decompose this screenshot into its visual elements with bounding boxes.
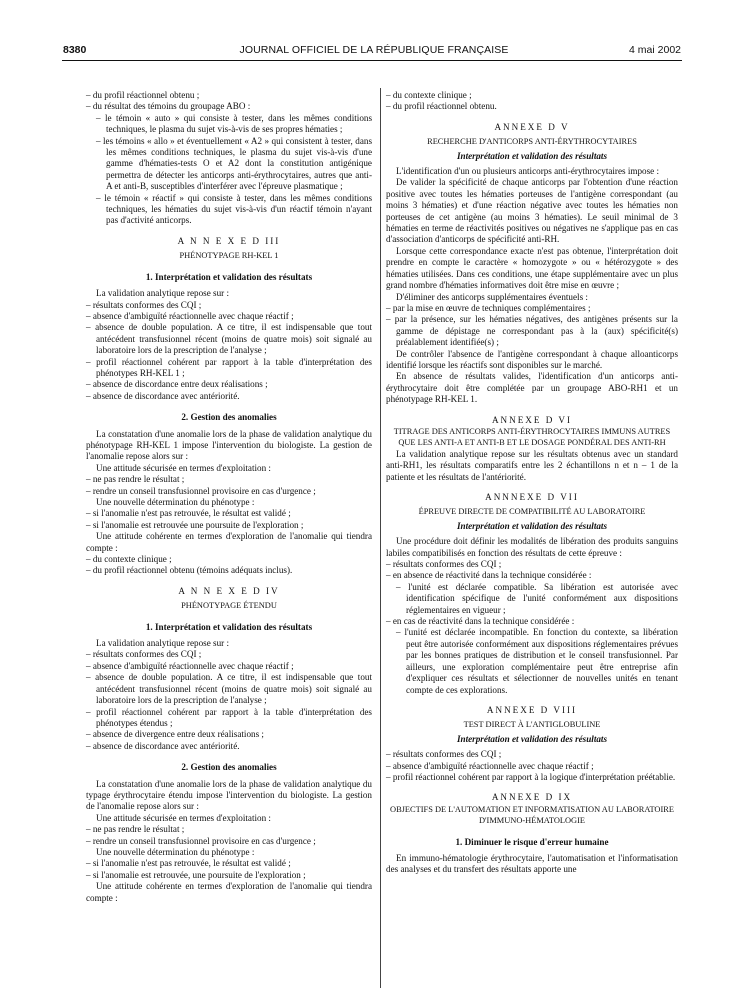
list-item: – profil réactionnel cohérent par rapport à la logique d'interprétation préétablie. bbox=[386, 771, 676, 782]
list-item: – résultats conformes des CQI ; bbox=[86, 299, 202, 310]
list-item: – ne pas rendre le résultat ; bbox=[86, 824, 185, 835]
list-item: – absence d'ambiguïté réactionnelle avec chaque réactif ; bbox=[86, 310, 294, 321]
sub-list-item: – l'unité est déclarée compatible. Sa libération est autorisée avec identification spécifique de l'unité conformément aux dispositions réglementaires en vigueur ; bbox=[396, 581, 678, 615]
annex-subtitle: ÉPREUVE DIRECTE DE COMPATIBILITÉ AU LABORATOIRE bbox=[418, 507, 646, 517]
list-item: – si l'anomalie est retrouvée une poursuite de l'exploration ; bbox=[86, 519, 304, 530]
paragraph: La constatation d'une anomalie lors de la phase de validation analytique du phénotypage RH-KEL 1 impose l'intervention du biologiste. La gestion de l'anomalie repose alors sur : bbox=[86, 428, 372, 462]
list-item: – si l'anomalie n'est pas retrouvée, le résultat est validé ; bbox=[86, 508, 291, 519]
left-column bbox=[86, 90, 372, 904]
paragraph: La validation analytique repose sur : bbox=[96, 288, 230, 299]
list-item: – profil réactionnel cohérent par rapport à la table d'interprétation des phénotypes étendus ; bbox=[86, 706, 372, 728]
annex-subtitle: PHÉNOTYPAGE RH-KEL 1 bbox=[179, 251, 279, 261]
list-item: – absence de discordance entre deux réalisations ; bbox=[86, 379, 268, 390]
list-item: – résultats conformes des CQI ; bbox=[386, 749, 502, 760]
paragraph: Une nouvelle détermination du phénotype : bbox=[96, 846, 255, 857]
list-item: – en absence de réactivité dans la technique considérée : bbox=[386, 570, 592, 581]
paragraph: Une attitude sécurisée en termes d'exploitation : bbox=[96, 812, 271, 823]
list-item: – résultats conformes des CQI ; bbox=[86, 649, 202, 660]
column-separator bbox=[380, 88, 381, 988]
list-item: – profil réactionnel cohérent par rapport à la table d'interprétation des phénotypes RH-KEL 1 ; bbox=[86, 356, 372, 378]
list-item: – rendre un conseil transfusionnel provisoire en cas d'urgence ; bbox=[86, 835, 316, 846]
annex-title: ANNEXE D VI bbox=[491, 414, 573, 425]
paragraph: Une procédure doit définir les modalités de libération des produits sanguins labiles compatibilisés en fonction des résultats de cette épreuve : bbox=[386, 536, 678, 558]
section-subheading: Interprétation et validation des résultats bbox=[456, 733, 608, 744]
list-item: – absence d'ambiguïté réactionnelle avec chaque réactif ; bbox=[86, 660, 294, 671]
paragraph: La constatation d'une anomalie lors de la phase de validation analytique du typage érythrocytaire étendu impose l'intervention du biologiste. La gestion de l'anomalie repose alors sur : bbox=[86, 778, 372, 812]
paragraph: Lorsque cette correspondance exacte n'est pas obtenue, l'interprétation doit prendre en compte le caractère « homozygote » ou « hétérozygote » des hématies utilisées. Dans ces conditions, une étape supplémentaire avec un plus grand nombre d'hématies informatives doit être mise en œuvre ; bbox=[386, 245, 678, 291]
list-item: – si l'anomalie est retrouvée, une poursuite de l'exploration ; bbox=[86, 869, 306, 880]
list-item: – du contexte clinique ; bbox=[86, 554, 172, 565]
page-header bbox=[0, 0, 748, 62]
annex-title: A N N E X E D IV bbox=[178, 585, 280, 596]
annex-title: ANNEXE D IX bbox=[491, 792, 573, 803]
list-item: – ne pas rendre le résultat ; bbox=[86, 474, 185, 485]
list-item: – si l'anomalie n'est pas retrouvée, le résultat est validé ; bbox=[86, 858, 291, 869]
sub-list-item: – le témoin « réactif » qui consiste à tester, dans les mêmes conditions techniques, les hématies du sujet vis-à-vis d'un réactif témoin n'ayant pas d'activité anticorps. bbox=[96, 192, 372, 226]
annex-subtitle: PHÉNOTYPAGE ÉTENDU bbox=[181, 601, 277, 611]
list-item: – du profil réactionnel obtenu ; bbox=[86, 90, 200, 100]
annex-subtitle: OBJECTIFS DE L'AUTOMATION ET INFORMATISATION AU LABORATOIRE D'IMMUNO-HÉMATOLOGIE bbox=[390, 804, 674, 826]
header-rule bbox=[62, 60, 682, 61]
section-subheading: Interprétation et validation des résultats bbox=[456, 520, 608, 531]
section-heading: 1. Diminuer le risque d'erreur humaine bbox=[455, 836, 609, 847]
list-item: – absence de divergence entre deux réalisations ; bbox=[86, 729, 264, 740]
sub-list-item: – les témoins « allo » et éventuellement « A2 » qui consistent à tester, dans les mêmes conditions techniques, le plasma du sujet vis-à-vis d'une gamme d'hématies-tests O et A2 dont la constitution antigénique permettra de détecter les anticorps anti-érythrocytaires, autres que anti-A et anti-B, susceptibles d'interférer avec l'épreuve plasmatique ; bbox=[96, 135, 372, 192]
section-subheading: Interprétation et validation des résultats bbox=[456, 150, 608, 161]
annex-title: ANNEXE D V bbox=[494, 121, 570, 132]
paragraph: En absence de résultats valides, l'identification d'un anticorps anti-érythrocytaire doit être complétée par un groupage ABO-RH1 et un phénotypage RH-KEL 1. bbox=[386, 371, 678, 405]
paragraph: Une attitude cohérente en termes d'exploration de l'anomalie qui tiendra compte : bbox=[86, 881, 372, 903]
annex-title: ANNEXE D VIII bbox=[486, 704, 578, 715]
journal-title: JOURNAL OFFICIEL DE LA RÉPUBLIQUE FRANÇAISE bbox=[239, 44, 509, 56]
paragraph: Une attitude sécurisée en termes d'exploitation : bbox=[96, 462, 271, 473]
annex-subtitle: TEST DIRECT À L'ANTIGLOBULINE bbox=[463, 720, 601, 730]
section-heading: 1. Interprétation et validation des résultats bbox=[145, 621, 313, 632]
list-item: – du résultat des témoins du groupage ABO : bbox=[86, 101, 251, 112]
list-item: – absence d'ambiguïté réactionnelle avec chaque réactif ; bbox=[386, 760, 594, 771]
right-column bbox=[386, 90, 678, 876]
issue-date: 4 mai 2002 bbox=[629, 44, 681, 56]
list-item: – du contexte clinique ; bbox=[386, 90, 472, 100]
list-item: – résultats conformes des CQI ; bbox=[386, 559, 502, 570]
sub-list-item: – le témoin « auto » qui consiste à tester, dans les mêmes conditions techniques, le plasma du sujet vis-à-vis de ses propres hématies ; bbox=[96, 112, 372, 135]
paragraph: D'éliminer des anticorps supplémentaires éventuels : bbox=[396, 291, 588, 302]
list-item: – absence de discordance avec antériorité. bbox=[86, 740, 240, 751]
annex-title: A N N E X E D III bbox=[177, 235, 281, 246]
paragraph: De valider la spécificité de chaque anticorps par l'obtention d'une réaction positive avec toutes les hématies porteuses de l'antigène correspondant (au moins 3 hématies) et d'une réaction négative avec toutes les hématies non porteuses de cet antigène (au moins 3 hématies). Le seuil minimal de 3 hématies en terme de réactivités positives ou négatives ne s'applique pas en cas d'association d'anticorps de spécificité anti-RH. bbox=[386, 177, 678, 245]
page-number: 8380 bbox=[63, 44, 87, 56]
list-item: – absence de double population. A ce titre, il est indispensable que tout antécédent transfusionnel récent (moins de quatre mois) soit signalé au laboratoire lors de la prescription de l'analyse ; bbox=[86, 322, 372, 356]
section-heading: 1. Interprétation et validation des résultats bbox=[145, 271, 313, 282]
annex-subtitle: RECHERCHE D'ANTICORPS ANTI-ÉRYTHROCYTAIRES bbox=[427, 137, 637, 147]
list-item: – du profil réactionnel obtenu. bbox=[386, 101, 497, 112]
list-item: – par la présence, sur les hématies négatives, des antigènes présents sur la gamme de dépistage ne correspondant pas à la (aux) spécificité(s) préalablement identifiée(s) ; bbox=[386, 314, 678, 348]
list-item: – du profil réactionnel obtenu (témoins adéquats inclus). bbox=[86, 565, 293, 576]
section-heading: 2. Gestion des anomalies bbox=[181, 412, 277, 423]
annex-title: ANNNEXE D VII bbox=[485, 492, 579, 502]
paragraph: La validation analytique repose sur les résultats obtenus avec un standard anti-RH1, les résultats comparatifs entre les 2 échantillons n et n – 1 de la patiente et les résultats de l'antériorité. bbox=[386, 448, 678, 482]
list-item: – absence de double population. A ce titre, il est indispensable que tout antécédent transfusionnel récent (moins de quatre mois) soit signalé au laboratoire lors de la prescription de l'analyse ; bbox=[86, 672, 372, 706]
paragraph: Une attitude cohérente en termes d'exploration de l'anomalie qui tiendra compte : bbox=[86, 531, 372, 553]
paragraph: L'identification d'un ou plusieurs anticorps anti-érythrocytaires impose : bbox=[396, 166, 660, 177]
list-item: – absence de discordance avec antériorité. bbox=[86, 390, 240, 401]
annex-subtitle: TITRAGE DES ANTICORPS ANTI-ÉRYTHROCYTAIRES IMMUNS AUTRES QUE LES ANTI-A ET ANTI-B ET LE DOSAGE PONDÉRAL DES ANTI-RH bbox=[393, 426, 671, 448]
paragraph: La validation analytique repose sur : bbox=[96, 638, 230, 649]
list-item: – en cas de réactivité dans la technique considérée : bbox=[386, 616, 575, 627]
section-heading: 2. Gestion des anomalies bbox=[181, 762, 277, 773]
paragraph: Une nouvelle détermination du phénotype : bbox=[96, 497, 255, 507]
paragraph: En immuno-hématologie érythrocytaire, l'automatisation et l'informatisation des analyses et du transfert des résultats apporte une bbox=[386, 852, 678, 875]
paragraph: De contrôler l'absence de l'antigène correspondant à chaque alloanticorps identifié lorsque les réactifs sont disponibles sur le marché. bbox=[386, 348, 678, 370]
sub-list-item: – l'unité est déclarée incompatible. En fonction du contexte, sa libération peut être autorisée conformément aux dispositions réglementaires prévues par les bonnes pratiques de distribution et le conseil transfusionnel. Par ailleurs, une exploration complémentaire peut être entreprise afin d'expliquer ces résultats et sélectionner de nouvelles unités en tenant compte de ces explorations. bbox=[396, 627, 678, 695]
list-item: – rendre un conseil transfusionnel provisoire en cas d'urgence ; bbox=[86, 485, 316, 496]
list-item: – par la mise en œuvre de techniques complémentaires ; bbox=[386, 302, 591, 313]
